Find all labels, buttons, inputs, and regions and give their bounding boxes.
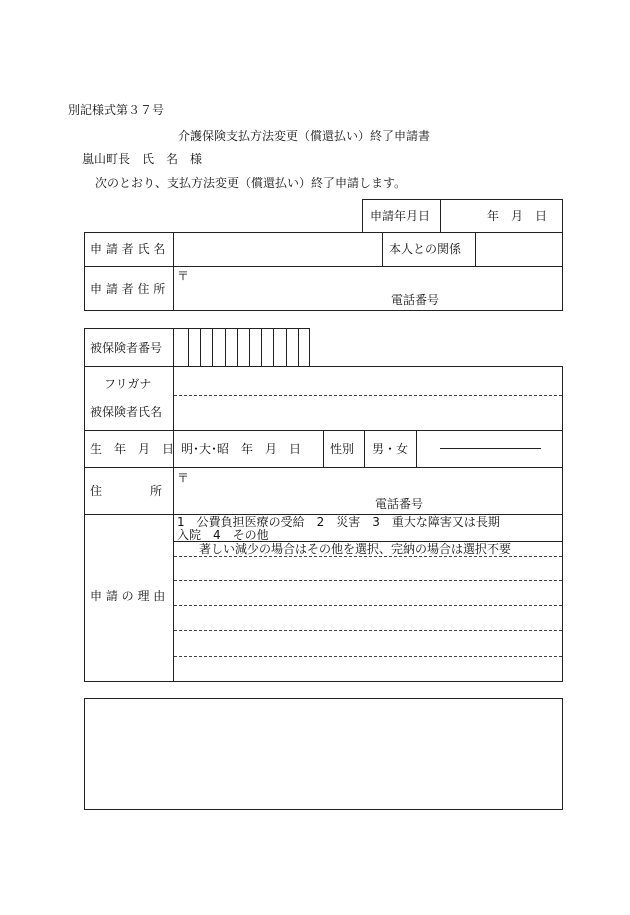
postal-mark: 〒 [177, 269, 190, 283]
reason-label: 申 請 の 理 由 [90, 589, 166, 603]
reason-options-line2[interactable]: 入院 4 その他 [177, 528, 269, 542]
official-use-box [84, 698, 563, 810]
application-date-field[interactable]: 年 月 日 [487, 209, 548, 223]
insured-name-label: 被保険者氏名 [90, 405, 163, 419]
insured-number-cell-divider [212, 328, 213, 367]
insured-address-input[interactable] [190, 470, 560, 492]
applicant-address-label: 申 請 者 住 所 [90, 282, 166, 296]
insured-number-cell-divider [273, 328, 274, 367]
insured-number-cell-divider [188, 328, 189, 367]
insured-number-cell-divider [298, 328, 299, 367]
addressee: 嵐山町長 氏 名 様 [82, 152, 203, 166]
furigana-label: フリガナ [104, 377, 152, 391]
reason-detail-input[interactable] [176, 557, 561, 680]
intro-text: 次のとおり、支払方法変更（償還払い）終了申請します。 [95, 176, 407, 190]
applicant-phone-label: 電話番号 [391, 293, 440, 307]
relation-input[interactable] [477, 234, 561, 264]
reason-options-line1[interactable]: 1 公費負担医療の受給 2 災害 3 重大な障害又は長期 [177, 515, 500, 529]
insured-number-cell-divider [261, 328, 262, 367]
insured-address-label: 住 所 [90, 484, 163, 498]
applicant-name-input[interactable] [175, 234, 380, 264]
insured-name-input[interactable] [176, 397, 561, 429]
age-blank-line [440, 448, 541, 449]
gender-options[interactable]: 男・女 [372, 442, 409, 456]
insured-postal-mark: 〒 [177, 471, 190, 485]
insured-number-cell-divider [237, 328, 238, 367]
application-date-label: 申請年月日 [370, 209, 431, 223]
birthdate-label: 生 年 月 日 [90, 442, 175, 456]
applicant-address-input[interactable] [190, 268, 560, 290]
insured-phone-label: 電話番号 [375, 497, 424, 511]
insured-number-cell-divider [225, 328, 226, 367]
furigana-input[interactable] [176, 368, 561, 394]
form-number: 別記様式第３７号 [68, 103, 165, 117]
page-title: 介護保険支払方法変更（償還払い）終了申請書 [178, 129, 431, 143]
insured-number-cell-divider [286, 328, 287, 367]
insured-number-cell-divider [249, 328, 250, 367]
birthdate-field[interactable]: 明･大･昭 年 月 日 [181, 442, 302, 456]
insured-number-cell-divider [200, 328, 201, 367]
applicant-name-label: 申 請 者 氏 名 [90, 242, 166, 256]
gender-label: 性別 [330, 442, 355, 456]
relation-label: 本人との関係 [389, 242, 462, 256]
reason-note: 著しい減少の場合はその他を選択、完納の場合は選択不要 [199, 542, 512, 556]
insured-number-label: 被保険者番号 [90, 341, 163, 355]
